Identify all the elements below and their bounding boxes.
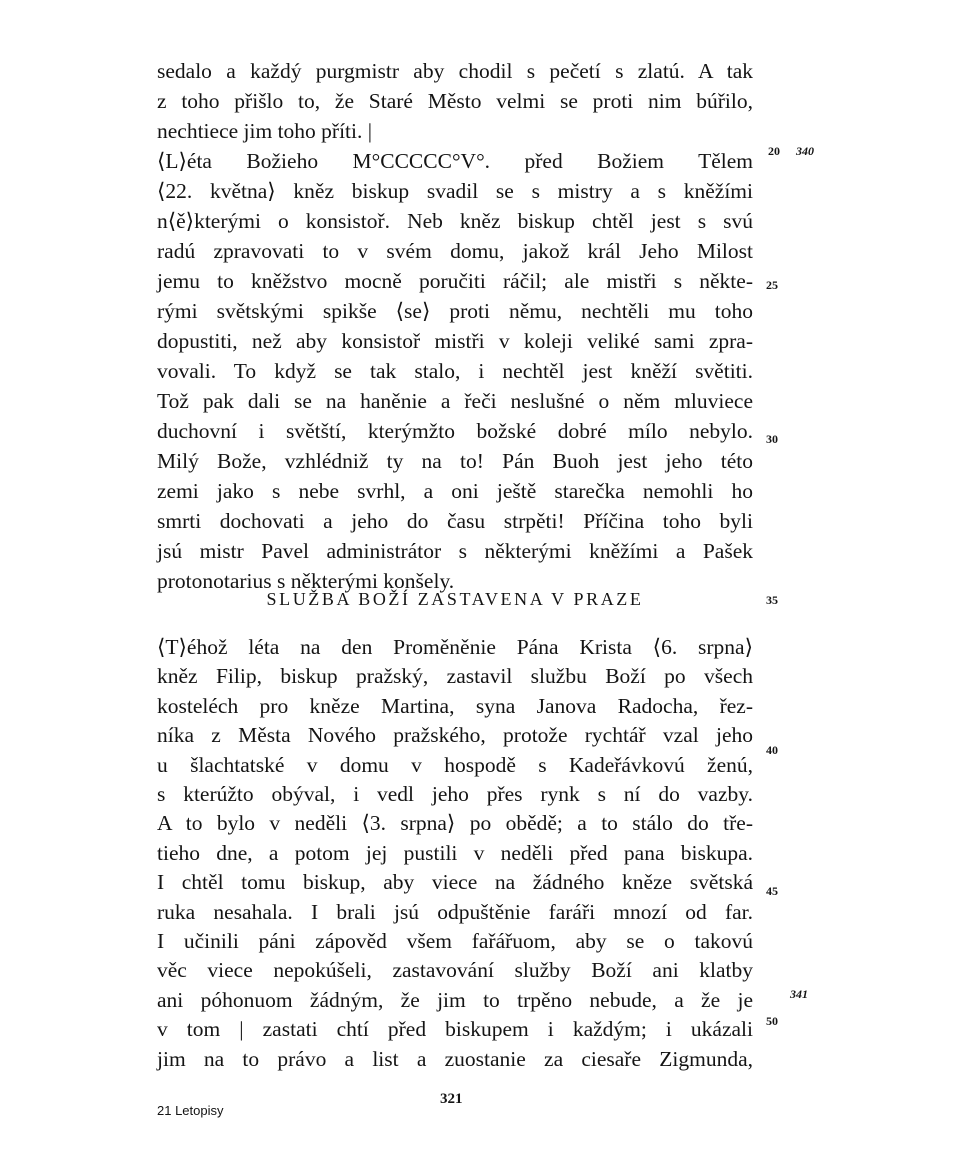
- text-line: I učinili páni zápověd všem fařářuom, aby se o takovú: [157, 929, 753, 953]
- line-number-40: 40: [766, 743, 778, 757]
- line-number-35: 35: [766, 593, 778, 607]
- text-line: vovali. To když se tak stalo, i nechtěl jest kněží světiti.: [157, 359, 753, 383]
- text-line: protonotarius s některými konšely.: [157, 569, 455, 593]
- text-line: níka z Města Nového pražského, protože rychtář vzal jeho: [157, 723, 753, 748]
- text-line: ani póhonuom žádným, že jim to trpěno nebude, a že je: [157, 987, 753, 1012]
- original-page-marker-340: 340: [796, 144, 814, 158]
- text-line: ruka nesahala. I brali jsú odpuštěnie faráři mnozí od far.: [157, 899, 753, 924]
- text-line: rými světskými spikše ⟨se⟩ proti němu, nechtěli mu toho: [157, 299, 753, 323]
- text-line: z toho přišlo to, že Staré Město velmi se proti nim búřilo,: [157, 89, 753, 113]
- line-number-20: 20: [768, 144, 780, 158]
- text-line: jim na to právo a list a zuostanie za ciesaře Zigmunda,: [157, 1046, 753, 1071]
- printer-signature: 21 Letopisy: [157, 1103, 224, 1118]
- text-line: s kterúžto obýval, i vedl jeho přes rynk s ní do vazby.: [157, 782, 753, 806]
- text-line: v tom | zastati chtí před biskupem i každým; i ukázali: [157, 1017, 753, 1042]
- text-line: sedalo a každý purgmistr aby chodil s pečetí s zlatú. A tak: [157, 59, 753, 83]
- text-line: jsú mistr Pavel administrátor s některými kněžími a Pašek: [157, 539, 753, 563]
- text-line: kosteléch pro kněze Martina, syna Janova Radocha, řez-: [157, 693, 753, 718]
- line-number-30: 30: [766, 432, 778, 446]
- line-number-45: 45: [766, 884, 778, 898]
- text-line: Tož pak dali se na haněnie a řeči neslušné o něm mluviece: [157, 389, 753, 413]
- line-number-50: 50: [766, 1014, 778, 1028]
- text-line: ⟨22. května⟩ kněz biskup svadil se s mistry a s kněžími: [157, 179, 753, 203]
- text-line: u šlachtatské v domu v hospodě s Kadeřávkovú ženú,: [157, 752, 753, 777]
- text-line: ⟨L⟩éta Božieho M°CCCCC°V°. před Božiem Tělem: [157, 149, 753, 173]
- text-line: Milý Bože, vzhlédniž ty na to! Pán Buoh jest jeho této: [157, 449, 753, 473]
- text-line: n⟨ě⟩kterými o konsistoř. Neb kněz biskup chtěl jest s svú: [157, 209, 753, 233]
- text-line: duchovní i světští, kterýmžto božské dobré mílo nebylo.: [157, 419, 753, 443]
- text-line: dopustiti, než aby konsistoř mistři v koleji veliké sami zpra-: [157, 329, 753, 353]
- text-line: ⟨T⟩éhož léta na den Proměněnie Pána Krista ⟨6. srpna⟩: [157, 635, 753, 659]
- original-page-marker-341: 341: [790, 987, 808, 1001]
- text-line: kněz Filip, biskup pražský, zastavil službu Boží po všech: [157, 664, 753, 689]
- section-heading: SLUŽBA BOŽÍ ZASTAVENA V PRAZE: [266, 589, 644, 609]
- text-line: věc viece nepokúšeli, zastavování služby Boží ani klatby: [157, 958, 753, 983]
- page-number: 321: [440, 1091, 463, 1107]
- text-line: zemi jako s nebe svrhl, a oni ještě starečka nemohli ho: [157, 479, 753, 503]
- text-line: A to bylo v neděli ⟨3. srpna⟩ po obědě; a to stálo do tře-: [157, 811, 753, 836]
- text-line: I chtěl tomu biskup, aby viece na žádného kněze světská: [157, 870, 753, 895]
- text-line: radú zpravovati to v svém domu, jakož král Jeho Milost: [157, 239, 753, 263]
- text-line: tieho dne, a potom jej pustili v neděli před pana biskupa.: [157, 840, 753, 865]
- text-line: smrti dochovati a jeho do času strpěti! Příčina toho byli: [157, 509, 753, 533]
- text-line: jemu to kněžstvo mocně poručiti ráčil; ale mistři s někte-: [157, 269, 753, 293]
- text-line: nechtiece jim toho příti. |: [157, 119, 373, 143]
- line-number-25: 25: [766, 278, 778, 292]
